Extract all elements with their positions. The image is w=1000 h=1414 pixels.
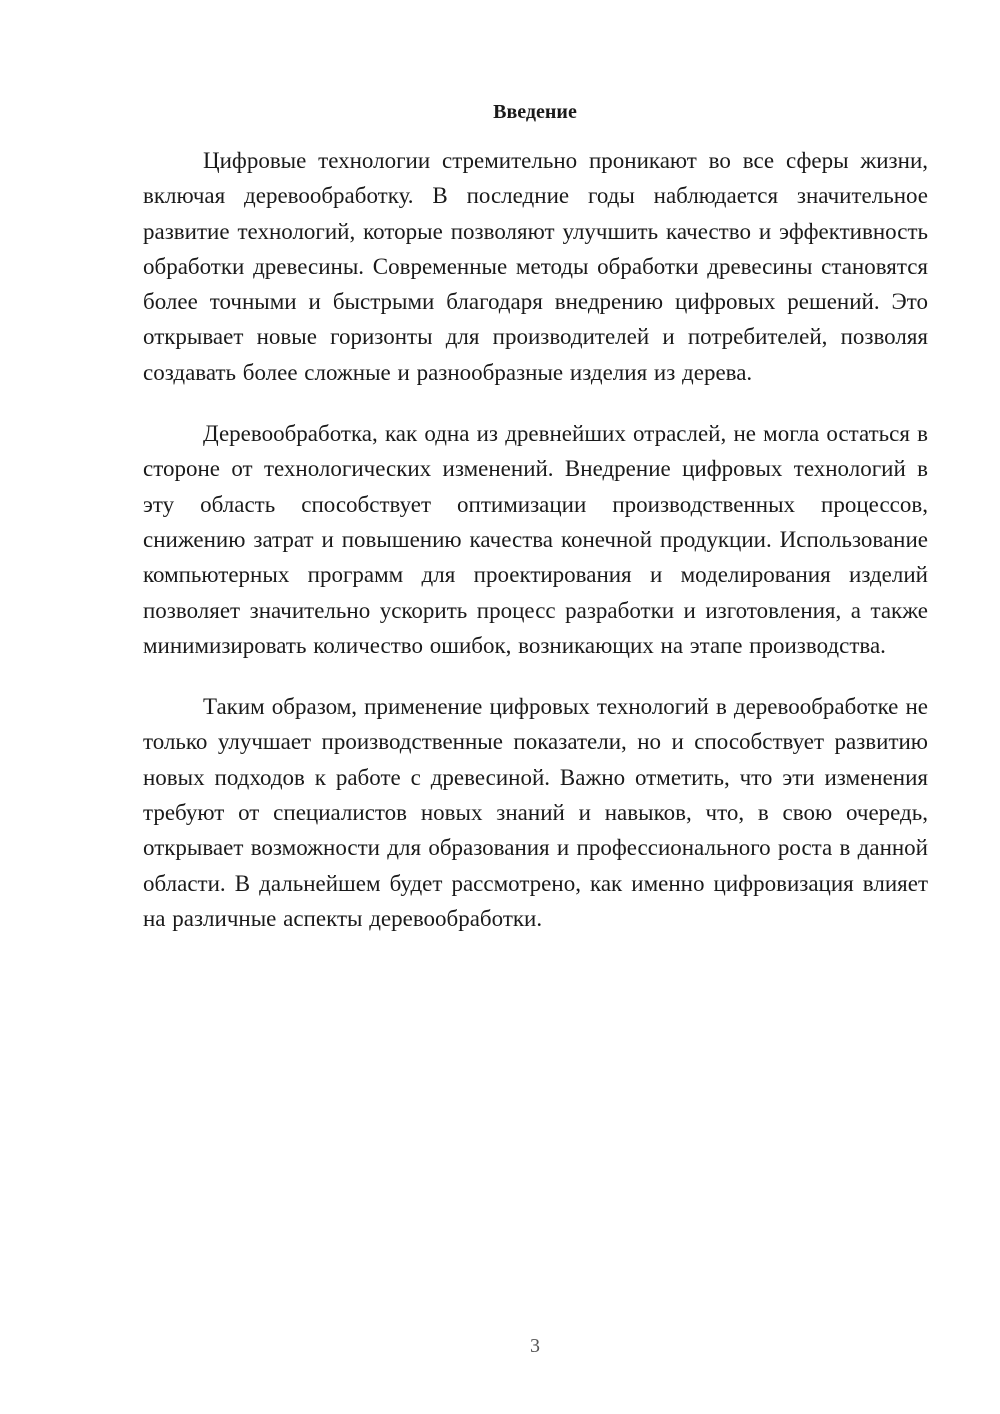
section-heading: Введение: [493, 101, 577, 123]
page-number: 3: [530, 1335, 540, 1357]
paragraph-1: Цифровые технологии стремительно проникают во все сферы жизни, включая деревообработку. В последние годы наблюдается значительное развитие технологий, которые позволяют улучшить качество и эффективность обработки древесины. Современные методы обработки древесины становятся более точными и быстрыми благодаря внедрению цифровых решений. Это открывает новые горизонты для производителей и потребителей, позволяя создавать более сложные и разнообразные изделия из дерева.: [143, 148, 928, 385]
paragraph-3: Таким образом, применение цифровых технологий в деревообработке не только улучшает производственные показатели, но и способствует развитию новых подходов к работе с древесиной. Важно отметить, что эти изменения требуют от специалистов новых знаний и навыков, что, в свою очередь, открывает возможности для образования и профессионального роста в данной области. В дальнейшем будет рассмотрено, как именно цифровизация влияет на различные аспекты деревообработки.: [143, 694, 928, 931]
paragraph-2: Деревообработка, как одна из древнейших отраслей, не могла остаться в стороне от технологических изменений. Внедрение цифровых технологий в эту область способствует оптимизации производственных процессов, снижению затрат и повышению качества конечной продукции. Использование компьютерных программ для проектирования и моделирования изделий позволяет значительно ускорить процесс разработки и изготовления, а также минимизировать количество ошибок, возникающих на этапе производства.: [143, 421, 928, 658]
body-text: [143, 143, 928, 962]
